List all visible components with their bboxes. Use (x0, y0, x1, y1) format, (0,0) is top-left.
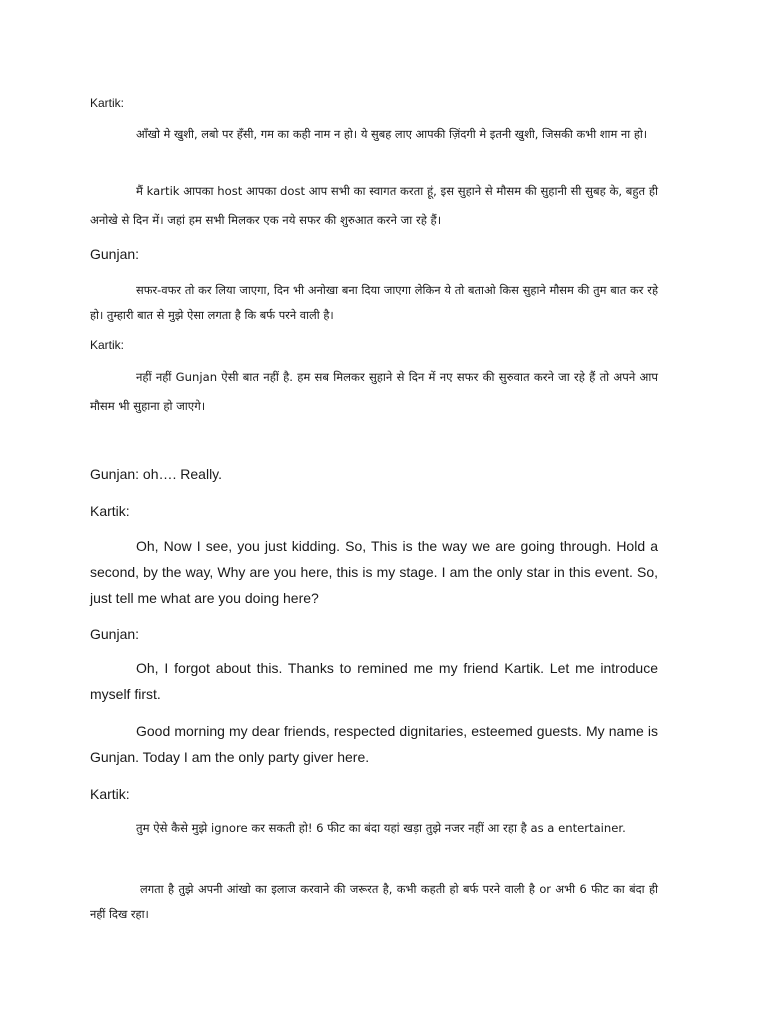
speaker-label-kartik: Kartik: (90, 338, 125, 352)
dialogue-paragraph: तुम ऐसे कैसे मुझे ignore कर सकती हो! 6 फीट का बंदा यहां खड़ा तुझे नजर नहीं आ रहा है as a entertainer. (136, 821, 626, 835)
speaker-label-gunjan: Gunjan: (90, 626, 140, 642)
dialogue-paragraph: नहीं नहीं Gunjan ऐसी बात नहीं है. हम सब मिलकर सुहाने से दिन में नए सफर की सुरुवात करने जा रहे हैं तो अपने आप मौसम भी सुहाना हो जाएगे। (90, 370, 658, 413)
dialogue-paragraph: आँखो मे खुशी, लबो पर हँसी, गम का कही नाम न हो। ये सुबह लाए आपकी ज़िंदगी मे इतनी खुशी, जिसकी कभी शाम ना हो। (136, 127, 648, 141)
speaker-label-kartik: Kartik: (90, 96, 125, 110)
dialogue-paragraph: सफर-वफर तो कर लिया जाएगा, दिन भी अनोखा बना दिया जाएगा लेकिन ये तो बताओ किस सुहाने मौसम की तुम बात कर रहे हो। तुम्हारी बात से मुझे ऐसा लगता है कि बर्फ परने वाली है। (90, 283, 658, 322)
dialogue-paragraph: मैं kartik आपका host आपका dost आप सभी का स्वागत करता हूं, इस सुहाने से मौसम की सुहानी सी सुबह के, बहुत ही अनोखे से दिन में। जहां हम सभी मिलकर एक नये सफर की शुरुआत करने जा रहे हैं। (90, 184, 658, 227)
dialogue-paragraph: लगता है तुझे अपनी आंखो का इलाज करवाने की जरूरत है, कभी कहती हो बर्फ परने वाली है or अभी 6 फीट का बंदा ही नहीं दिख रहा। (90, 882, 658, 921)
speaker-label-kartik: Kartik: (90, 786, 130, 802)
speaker-label-kartik: Kartik: (90, 503, 130, 519)
dialogue-paragraph: Oh, Now I see, you just kidding. So, This is the way we are going through. Hold a second, by the way, Why are you here, this is my stage. I am the only star in this event. So, just tell me what are you doing here? (90, 538, 658, 606)
speaker-label-gunjan: Gunjan: (90, 246, 140, 262)
dialogue-paragraph: Good morning my dear friends, respected dignitaries, esteemed guests. My name is Gunjan. Today I am the only party giver here. (90, 723, 658, 765)
speaker-label-gunjan: Gunjan: oh…. Really. (90, 466, 223, 482)
dialogue-paragraph: Oh, I forgot about this. Thanks to remined me my friend Kartik. Let me introduce myself first. (90, 660, 658, 702)
document-page (90, 0, 658, 1024)
